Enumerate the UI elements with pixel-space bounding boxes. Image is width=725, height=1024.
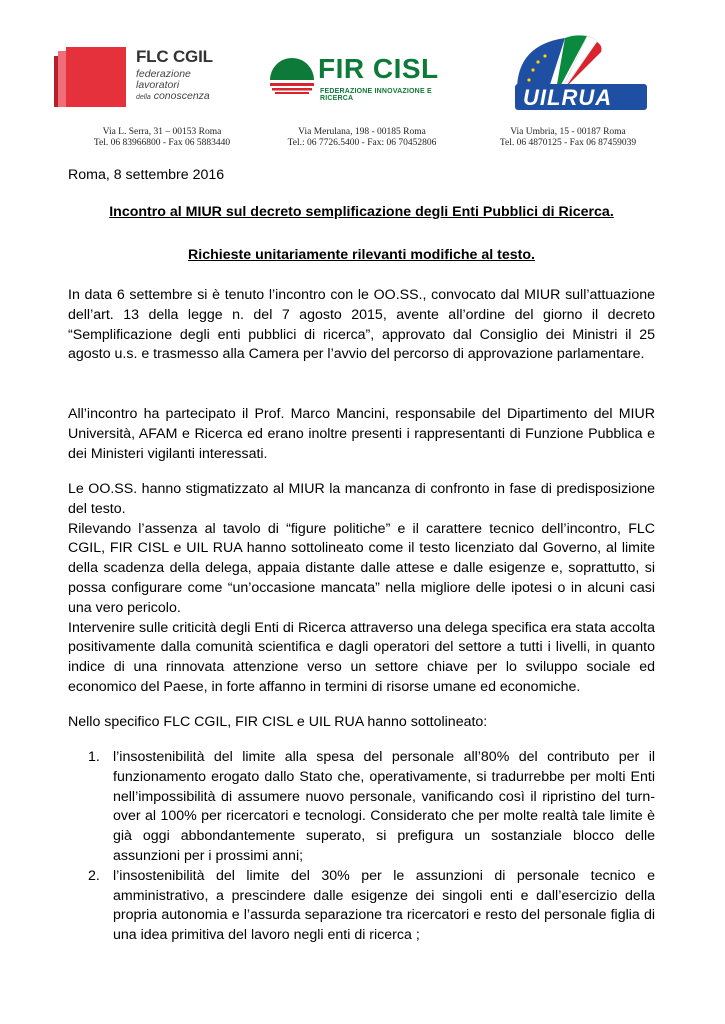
paragraph-2: All’incontro ha partecipato il Prof. Marco Mancini, responsabile del Dipartimento del MIUR Università, AFAM e Ricerca ed erano inoltre presenti i rappresentanti di Funzione Pubblica e dei Ministeri vigilanti interessati. <box>68 406 655 462</box>
list-item <box>88 867 655 946</box>
flc-logo-line3: della conoscenza <box>136 90 210 102</box>
list-item-number: 2. <box>88 867 100 884</box>
list-item-text: l’insostenibilità del limite alla spesa del personale all’80% del contributo per il funzionamento erogato dallo Stato che, operativamente, si tradurrebbe per molti Enti nell’impossibilità di assumere nuovo personale, vanificando così il ripristino del turn-over al 100% per ricercatori e tecnologi. Considerato che per molte realtà tale limite è già oggi abbondantemente superato, si prefigura un sostanziale blocco delle assunzioni per i prossimi anni; <box>113 749 655 864</box>
paragraph-3a: Le OO.SS. hanno stigmatizzato al MIUR la mancanza di confronto in fase di predisposizione del testo. <box>68 481 655 517</box>
paragraph-1: In data 6 settembre si è tenuto l’incontro con le OO.SS., convocato dal MIUR sull’attuazione dell’art. 13 della legge n. del 7 agosto 2015, avente all’ordine del giorno il decreto “Semplificazione degli enti pubblici di ricerca”, approvato dal Consiglio dei Ministri il 25 agosto u.s. e trasmesso alla Camera per l’avvio del percorso di approvazione parlamentare. <box>68 287 655 363</box>
document-date: Roma, 8 settembre 2016 <box>68 167 225 183</box>
fir-address <box>262 127 462 149</box>
flc-logo-name: FLC CGIL <box>136 47 213 66</box>
flc-logo-text <box>136 47 213 103</box>
fir-logo-name: FIR CISL <box>318 53 439 84</box>
list-item <box>88 748 655 867</box>
uil-address <box>468 127 668 149</box>
flc-address-line: Via L. Serra, 31 – 00153 Roma <box>102 127 222 137</box>
uil-logo-name: UILRUA <box>523 85 613 110</box>
paragraph-3b: Rilevando l’assenza al tavolo di “figure politiche” e il carattere tecnico dell’incontro, FLC CGIL, FIR CISL e UIL RUA hanno sottolineato come il testo licenziato dal Governo, al limite della scadenza della delega, appaia distante dalle attese e dalle esigenze e, soprattutto, si possa configurare come “un’occasione mancata” nella migliore delle ipotesi o in alcuni casi una vero pericolo. <box>68 520 655 616</box>
paragraph-4: Nello specifico FLC CGIL, FIR CISL e UIL RUA hanno sottolineato: <box>68 714 488 730</box>
flc-cgil-logo <box>54 38 234 118</box>
list-item-number: 1. <box>88 749 100 765</box>
list-item-text: l’insostenibilità del limite del 30% per le assunzioni di personale tecnico e amministrativo, a prescindere dalle esigenze dei singoli enti e dall’esercizio della propria autonomia e l’assurda separazione tra ricercatori e resto del personale figlia di una idea primitiva del lavoro negli enti di ricerca ; <box>113 867 655 944</box>
fir-cisl-emblem <box>266 50 318 100</box>
flc-logo-line1: federazione <box>136 68 191 80</box>
fir-address-line: Via Merulana, 198 - 00185 Roma <box>298 127 426 137</box>
document-subtitle: Richieste unitariamente rilevanti modifiche al testo. <box>188 247 535 263</box>
uil-phone-line: Tel. 06 4870125 - Fax 06 87459039 <box>499 138 637 148</box>
fir-cisl-logo <box>266 48 466 108</box>
numbered-list <box>88 748 655 946</box>
flc-logo-square <box>66 47 126 107</box>
paragraph-3c: Intervenire sulle criticità degli Enti di Ricerca attraverso una delega specifica era stata accolta positivamente dalla comunità scientifica e dagli operatori del settore a tutti i livelli, in quanto indice di una rinnovata attenzione verso un settore chiave per lo sviluppo sociale ed economico del Paese, in forte affanno in termini di risorse umane ed economiche. <box>68 619 655 695</box>
fir-logo-subtitle: FEDERAZIONE INNOVAZIONE E RICERCA <box>320 88 432 102</box>
uil-address-line: Via Umbria, 15 - 00187 Roma <box>510 127 626 137</box>
flc-logo-line2: lavoratori <box>136 79 180 91</box>
paragraph-3 <box>68 480 655 698</box>
flc-logo-sub <box>136 69 213 103</box>
fir-phone-line: Tel.: 06 7726.5400 - Fax: 06 70452806 <box>287 138 437 148</box>
flc-address <box>62 127 262 149</box>
flc-phone-line: Tel. 06 83966800 - Fax 06 5883440 <box>93 138 231 148</box>
document-title: Incontro al MIUR sul decreto semplificazione degli Enti Pubblici di Ricerca. <box>109 204 614 220</box>
uil-rua-logo <box>505 30 655 120</box>
